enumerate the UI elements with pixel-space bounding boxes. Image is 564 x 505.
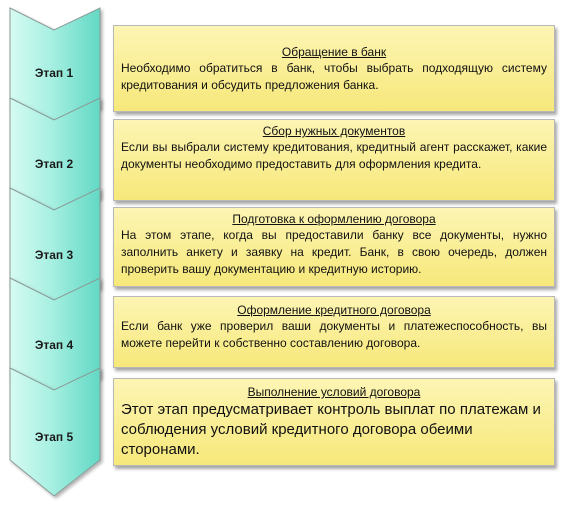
step-card-2 (113, 119, 555, 201)
step-card-text: Необходимо обратиться в банк, чтобы выбрать подходящую систему кредитования и обсудить предложения банка. (121, 61, 547, 92)
step-card-text: Если вы выбрали систему кредитования, кредитный агент расскажет, какие документы необходимо предоставить для оформления кредита. (121, 140, 547, 171)
step-card-3 (113, 207, 555, 287)
step-label-3: Этап 3 (34, 248, 74, 262)
step-card-title: Оформление кредитного договора (237, 303, 431, 317)
step-card-title: Подготовка к оформлению договора (232, 212, 436, 226)
step-label-4: Этап 4 (34, 338, 74, 352)
step-card-title: Сбор нужных документов (262, 124, 406, 138)
step-card-4 (113, 296, 555, 368)
step-card-5 (113, 378, 555, 466)
step-label-1: Этап 1 (34, 66, 74, 80)
step-card-title: Выполнение условий договора (247, 385, 421, 399)
step-card-text: Этот этап предусматривает контроль выплат по платежам и соблюдения условий кредитного договора обеими сторонами. (121, 401, 541, 458)
step-label-2: Этап 2 (34, 157, 74, 171)
step-label-5: Этап 5 (34, 430, 74, 444)
step-card-text: На этом этапе, когда вы предоставили банку все документы, нужно заполнить анкету и заявку на кредит. Банк, в свою очередь, должен проверить вашу документацию и кредитную историю. (121, 228, 547, 276)
step-card-text: Если банк уже проверил ваши документы и платежеспособность, вы можете перейти к собственно составлению договора. (121, 319, 547, 350)
step-card-1 (113, 25, 555, 112)
step-card-title: Обращение в банк (281, 45, 387, 59)
